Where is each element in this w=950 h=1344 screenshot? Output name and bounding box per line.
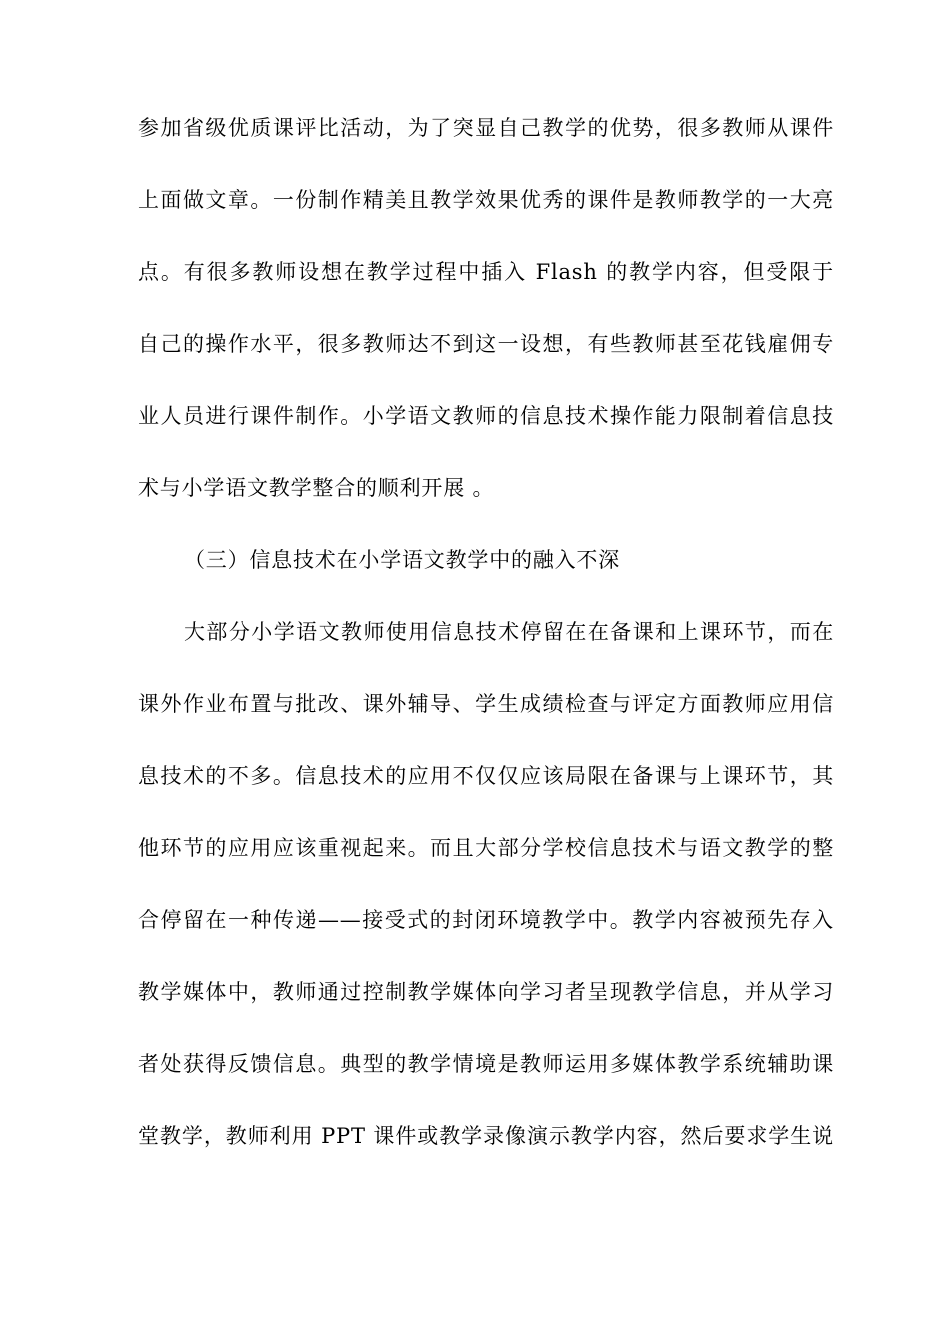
text-line: 息技术的不多。信息技术的应用不仅仅应该局限在备课与上课环节，其: [138, 764, 834, 788]
text-line: 堂教学，教师利用 PPT 课件或教学录像演示教学内容，然后要求学生说: [138, 1124, 834, 1148]
text-line: 业人员进行课件制作。小学语文教师的信息技术操作能力限制着信息技: [138, 404, 834, 428]
text-line: 他环节的应用应该重视起来。而且大部分学校信息技术与语文教学的整: [138, 836, 834, 860]
text-line: 合停留在一种传递——接受式的封闭环境教学中。教学内容被预先存入: [138, 908, 834, 932]
text-line: 自己的操作水平，很多教师达不到这一设想，有些教师甚至花钱雇佣专: [138, 332, 834, 356]
paragraph-first-line: 大部分小学语文教师使用信息技术停留在在备课和上课环节，而在: [184, 620, 834, 644]
text-line: 课外作业布置与批改、课外辅导、学生成绩检查与评定方面教师应用信: [138, 692, 834, 716]
text-line: 术与小学语文教学整合的顺利开展 。: [138, 476, 495, 500]
text-line: 教学媒体中，教师通过控制教学媒体向学习者呈现教学信息，并从学习: [138, 980, 834, 1004]
text-line: 者处获得反馈信息。典型的教学情境是教师运用多媒体教学系统辅助课: [138, 1052, 834, 1076]
text-line: 上面做文章。一份制作精美且教学效果优秀的课件是教师教学的一大亮: [138, 188, 834, 212]
text-line: 参加省级优质课评比活动，为了突显自己教学的优势，很多教师从课件: [138, 116, 834, 140]
section-heading: （三）信息技术在小学语文教学中的融入不深: [184, 548, 620, 572]
text-line: 点。有很多教师设想在教学过程中插入 Flash 的教学内容，但受限于: [138, 260, 834, 284]
